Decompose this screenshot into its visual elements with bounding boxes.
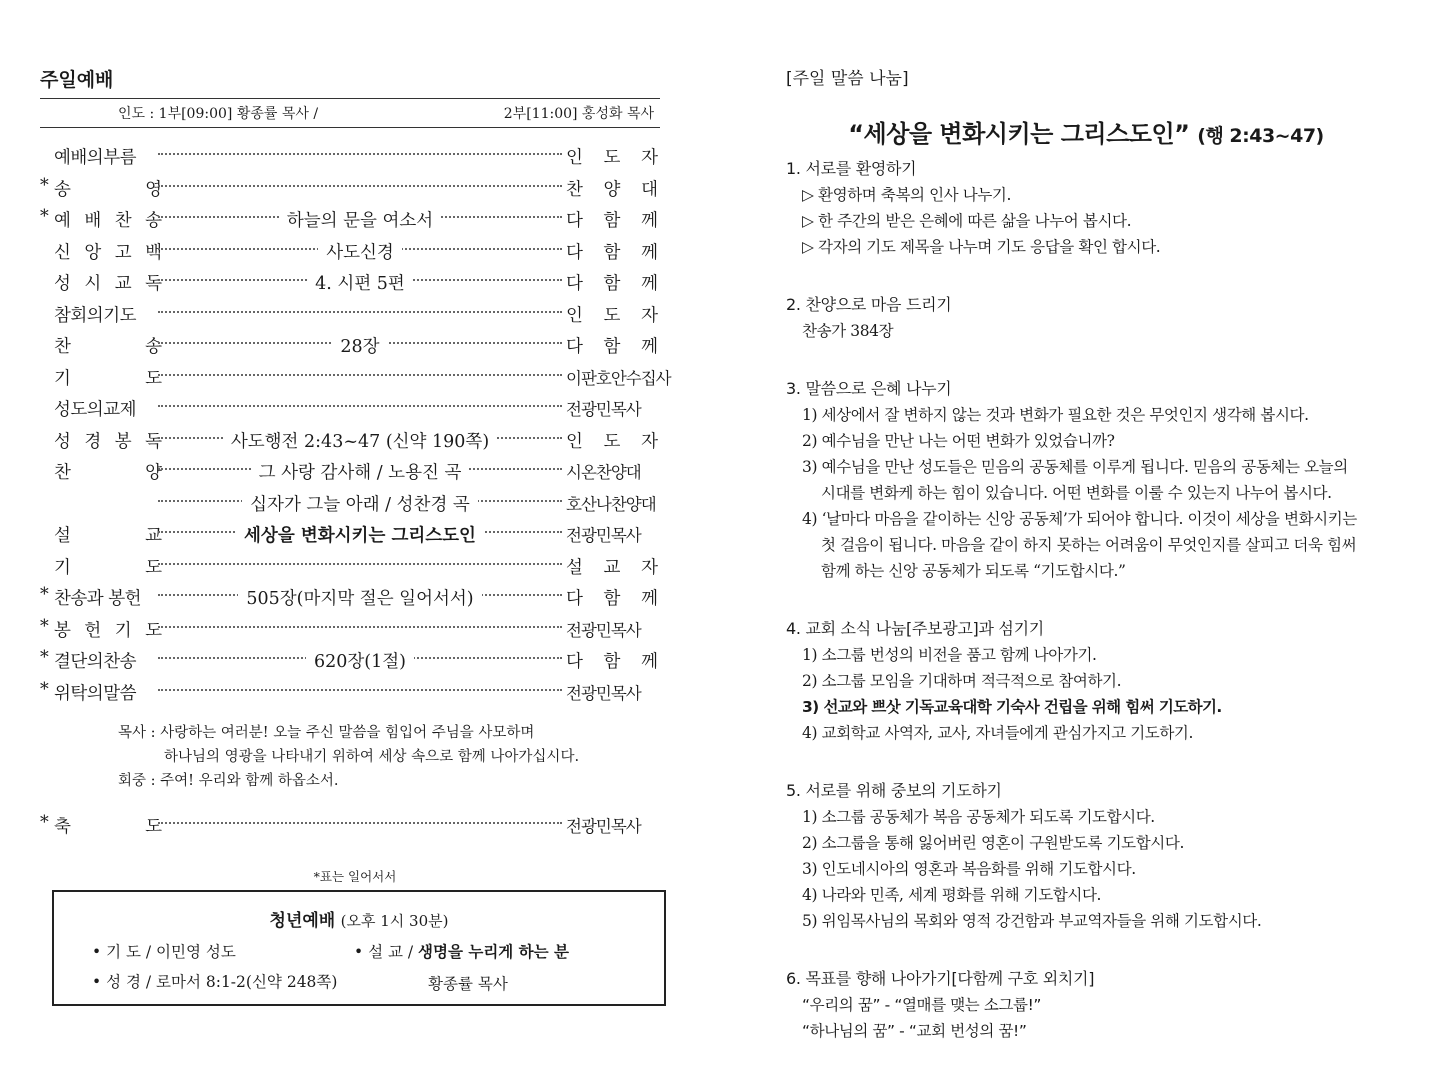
leader-second-service: 2부[11:00] 홍성화 목사 xyxy=(503,106,654,122)
item-detail-text: 사도신경 xyxy=(318,243,402,263)
item-detail xyxy=(158,648,562,673)
section-line: ▷ 각자의 기도 제목을 나누며 기도 응답을 확인 합시다. xyxy=(802,238,1161,256)
dotted-leader xyxy=(158,311,562,313)
item-leader: 전광민목사 xyxy=(566,400,641,419)
order-row xyxy=(40,424,660,456)
item-name: 설 교 xyxy=(54,526,162,546)
order-row xyxy=(40,455,660,487)
item-name: 성 경 봉 독 xyxy=(54,431,162,452)
item-detail xyxy=(158,491,562,516)
item-name: 기 도 xyxy=(54,368,162,389)
order-row xyxy=(40,361,671,393)
sermon-title xyxy=(786,114,1386,156)
sermon-reference: (행 2:43~47) xyxy=(1197,125,1324,147)
section-line: 3) 인도네시아의 영혼과 복음화를 위해 기도합시다. xyxy=(802,860,1136,878)
order-row xyxy=(40,518,660,550)
item-leader: 다 함 께 xyxy=(566,589,658,609)
youth-worship-box xyxy=(52,890,666,1006)
item-detail xyxy=(158,333,562,358)
sunday-worship-title: 주일예배 xyxy=(40,69,114,91)
section-title: 5. 서로를 위해 중보의 기도하기 xyxy=(786,781,1002,800)
youth-worship-time: (오후 1시 30분) xyxy=(340,912,449,930)
sharing-section xyxy=(786,376,1386,584)
order-row xyxy=(40,140,660,172)
section-title: 6. 목표를 향해 나아가기[다함께 구호 외치기] xyxy=(786,969,1095,988)
order-row xyxy=(40,644,660,676)
order-row xyxy=(40,329,660,361)
item-detail-text: 십자가 그늘 아래 / 성찬경 곡 xyxy=(242,495,478,515)
section-line: 4) 나라와 민족, 세계 평화를 위해 기도합시다. xyxy=(802,886,1102,904)
youth-worship-heading xyxy=(54,906,664,931)
section-gap xyxy=(786,746,1386,766)
worship-order-page xyxy=(40,62,671,885)
item-leader: 설 교 자 xyxy=(566,557,658,578)
item-detail-text: 620장(1절) xyxy=(306,652,414,672)
section-line: 2) 소그룹 모임을 기대하며 적극적으로 참여하기. xyxy=(802,672,1122,690)
section-line: 1) 세상에서 잘 변하지 않는 것과 변화가 필요한 것은 무엇인지 생각해 봅시다. xyxy=(802,406,1309,424)
standing-marker: * xyxy=(40,648,49,668)
item-detail xyxy=(158,428,562,453)
dotted-leader xyxy=(158,185,562,187)
section-line: 함께 하는 신앙 공동체가 되도록 “기도합시다.” xyxy=(821,562,1126,580)
section-line: “하나님의 꿈” - “교회 번성의 꿈!” xyxy=(802,1022,1027,1040)
youth-prayer: • 기 도 / 이민영 성도 xyxy=(92,943,236,961)
leaders-row xyxy=(40,99,660,127)
item-name: 성 시 교 독 xyxy=(54,274,162,294)
standing-marker: * xyxy=(40,813,49,833)
order-row xyxy=(40,487,660,519)
item-name: 신 앙 고 백 xyxy=(54,242,162,263)
item-detail-text: 505장(마지막 절은 일어서서) xyxy=(238,589,481,609)
item-detail xyxy=(158,239,562,264)
order-row xyxy=(40,172,660,204)
item-leader: 찬 양 대 xyxy=(566,179,658,200)
item-detail xyxy=(158,270,562,295)
section-line: 첫 걸음이 됩니다. 마음을 같이 하지 못하는 어려움이 무엇인지를 살피고 더욱 힘써 xyxy=(821,536,1357,554)
item-leader: 인 도 자 xyxy=(566,431,658,452)
item-name: 기 도 xyxy=(54,557,162,578)
section-line: 2) 소그룹을 통해 잃어버린 영혼이 구원받도록 기도합시다. xyxy=(802,834,1184,852)
standing-note: *표는 일어서서 xyxy=(313,868,397,884)
section-line: “우리의 꿈” - “열매를 맺는 소그룹!” xyxy=(802,996,1042,1014)
item-name: 참회의기도 xyxy=(54,305,137,326)
section-line: 4) ‘날마다 마음을 같이하는 신앙 공동체’가 되어야 합니다. 이것이 세상을 변화시키는 xyxy=(802,510,1357,528)
dotted-leader xyxy=(158,405,562,407)
item-leader: 전광민목사 xyxy=(566,526,641,545)
item-name: 찬송과 봉헌 xyxy=(54,589,142,609)
sermon-sharing-page xyxy=(786,64,1386,1044)
section-gap xyxy=(786,260,1386,280)
sharing-header: [주일 말씀 나눔] xyxy=(786,69,909,89)
order-row xyxy=(40,266,660,298)
youth-preacher: 황종률 목사 xyxy=(428,975,508,993)
order-row xyxy=(40,203,660,235)
standing-marker: * xyxy=(40,207,49,227)
sharing-sections xyxy=(786,156,1386,1044)
sharing-section xyxy=(786,616,1386,746)
section-line: 3) 선교와 쁘삿 기독교육대학 기숙사 건립을 위해 힘써 기도하기. xyxy=(802,698,1222,716)
order-of-service xyxy=(40,140,671,707)
section-gap xyxy=(786,934,1386,954)
item-name: 결단의찬송 xyxy=(54,652,137,672)
section-line: 1) 소그룹 번성의 비전을 품고 함께 나아가기. xyxy=(802,646,1097,664)
order-row xyxy=(40,676,660,708)
item-detail-text: 하늘의 문을 여소서 xyxy=(279,211,441,231)
item-name: 축 도 xyxy=(54,817,162,837)
item-detail xyxy=(158,459,562,484)
item-detail xyxy=(158,585,562,610)
section-title: 2. 찬양으로 마음 드리기 xyxy=(786,295,952,314)
item-leader: 전광민목사 xyxy=(566,683,641,703)
item-leader: 다 함 께 xyxy=(566,242,658,263)
section-gap xyxy=(786,584,1386,604)
benediction-item xyxy=(40,809,660,841)
item-leader: 호산나찬양대 xyxy=(566,494,656,514)
section-line: 시대를 변화케 하는 힘이 있습니다. 어떤 변화를 이룰 수 있는지 나누어 봅시다. xyxy=(821,484,1332,502)
section-gap xyxy=(786,344,1386,364)
item-name: 예배의부름 xyxy=(54,148,137,168)
dotted-leader xyxy=(158,626,562,628)
item-leader: 이판호안수집사 xyxy=(566,368,671,388)
dotted-leader xyxy=(158,563,562,565)
sharing-section xyxy=(786,156,1386,260)
dismissal-dialog xyxy=(118,721,660,793)
item-leader: 전광민목사 xyxy=(566,620,641,640)
standing-marker: * xyxy=(40,679,49,700)
sharing-section xyxy=(786,966,1386,1044)
item-detail-text: 사도행전 2:43~47 (신약 190쪽) xyxy=(223,432,497,452)
item-detail xyxy=(158,522,562,547)
pastor-line: 목사 : 사랑하는 여러분! 오늘 주신 말씀을 힘입어 주님을 사모하며 xyxy=(118,725,535,741)
item-name: 예 배 찬 송 xyxy=(54,211,162,231)
sermon-title-text: “세상을 변화시키는 그리스도인” xyxy=(848,120,1190,148)
item-leader: 다 함 께 xyxy=(566,274,658,294)
order-row xyxy=(40,235,660,267)
dotted-leader xyxy=(158,822,562,824)
divider xyxy=(40,127,660,128)
section-title: 3. 말씀으로 은혜 나누기 xyxy=(786,379,952,398)
section-line: 4) 교회학교 사역자, 교사, 자녀들에게 관심가지고 기도하기. xyxy=(802,724,1194,742)
dotted-leader xyxy=(158,689,562,691)
item-name: 위탁의말씀 xyxy=(54,683,137,704)
item-name: 성도의교제 xyxy=(54,400,137,420)
order-row xyxy=(40,298,660,330)
order-row xyxy=(40,613,660,645)
item-name: 송 영 xyxy=(54,179,162,200)
order-row xyxy=(40,581,660,613)
benediction-row xyxy=(40,809,660,841)
standing-marker: * xyxy=(40,585,49,605)
section-line: 5) 위임목사님의 목회와 영적 강건함과 부교역자들을 위해 기도합시다. xyxy=(802,912,1262,930)
section-line: 1) 소그룹 공동체가 복음 공동체가 되도록 기도합시다. xyxy=(802,808,1155,826)
item-name: 봉 헌 기 도 xyxy=(54,620,162,641)
item-detail-text: 28장 xyxy=(332,337,387,357)
leader-first-service: 인도 : 1부[09:00] 황종률 목사 / xyxy=(118,106,319,122)
dotted-leader xyxy=(158,153,562,155)
item-leader: 다 함 께 xyxy=(566,211,658,231)
item-leader: 시온찬양대 xyxy=(566,463,641,482)
sharing-section xyxy=(786,292,1386,344)
order-row xyxy=(40,392,660,424)
item-detail-text: 그 사랑 감사해 / 노용진 곡 xyxy=(251,463,470,483)
item-leader: 인 도 자 xyxy=(566,305,658,326)
youth-sermon xyxy=(354,940,569,962)
standing-marker: * xyxy=(40,175,49,196)
order-row xyxy=(40,550,660,582)
item-leader: 인 도 자 xyxy=(566,148,658,168)
section-line: ▷ 환영하며 축복의 인사 나누기. xyxy=(802,186,1012,204)
youth-worship-title: 청년예배 xyxy=(269,911,336,931)
item-name: 찬 양 xyxy=(54,463,162,483)
dotted-leader xyxy=(158,374,562,376)
section-title: 1. 서로를 환영하기 xyxy=(786,159,917,178)
congregation-line: 회중 : 주여! 우리와 함께 하옵소서. xyxy=(118,773,339,789)
item-leader: 다 함 께 xyxy=(566,652,658,672)
youth-sermon-title: 생명을 누리게 하는 분 xyxy=(418,943,569,961)
section-title: 4. 교회 소식 나눔[주보광고]과 섬기기 xyxy=(786,619,1044,638)
section-line: 2) 예수님을 만난 나는 어떤 변화가 있었습니까? xyxy=(802,432,1115,450)
section-line: ▷ 한 주간의 받은 은혜에 따른 삶을 나누어 봅시다. xyxy=(802,212,1132,230)
pastor-line-continued: 하나님의 영광을 나타내기 위하여 세상 속으로 함께 나아가십시다. xyxy=(164,749,580,765)
section-line: 찬송가 384장 xyxy=(802,322,894,340)
youth-scripture: • 성 경 / 로마서 8:1-2(신약 248쪽) xyxy=(92,973,338,991)
section-line: 3) 예수님을 만난 성도들은 믿음의 공동체를 이루게 됩니다. 믿음의 공동체는 오늘의 xyxy=(802,458,1348,476)
item-detail xyxy=(158,207,562,232)
item-name: 찬 송 xyxy=(54,337,162,357)
item-leader: 다 함 께 xyxy=(566,337,658,357)
standing-marker: * xyxy=(40,616,49,637)
item-leader: 전광민목사 xyxy=(566,817,641,836)
item-detail-text: 4. 시편 5편 xyxy=(307,274,413,294)
sharing-section xyxy=(786,778,1386,934)
youth-sermon-label: • 설 교 / xyxy=(354,943,414,961)
item-detail-text: 세상을 변화시키는 그리스도인 xyxy=(236,526,484,546)
